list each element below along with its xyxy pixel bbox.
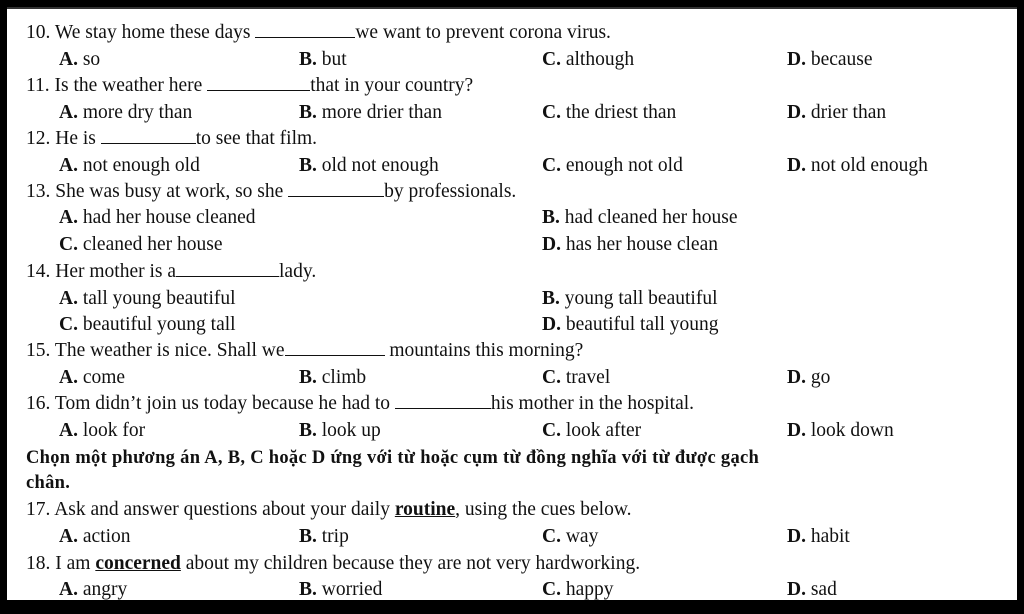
- question-10: 10. We stay home these days we want to prevent corona virus.: [26, 22, 611, 43]
- option-c: C. beautiful young tall: [59, 314, 236, 335]
- question-15: 15. The weather is nice. Shall we mountains this morning?: [26, 340, 584, 361]
- option-b: B. more drier than: [299, 102, 442, 123]
- option-c: C. enough not old: [542, 155, 683, 176]
- question-14: 14. Her mother is a lady.: [26, 261, 317, 282]
- option-d: D. because: [787, 49, 873, 70]
- option-c: C. look after: [542, 420, 642, 441]
- option-d: D. habit: [787, 526, 850, 547]
- option-b: B. young tall beautiful: [542, 288, 718, 309]
- option-d: D. has her house clean: [542, 234, 718, 255]
- option-c: C. the driest than: [542, 102, 677, 123]
- option-a: A. tall young beautiful: [59, 288, 236, 309]
- question-11: 11. Is the weather here that in your country?: [26, 75, 474, 96]
- option-b: B. look up: [299, 420, 381, 441]
- option-b: B. but: [299, 49, 347, 70]
- answer-blank: [395, 392, 491, 409]
- option-b: B. trip: [299, 526, 349, 547]
- option-b: B. had cleaned her house: [542, 207, 738, 228]
- underlined-word: routine: [394, 499, 456, 520]
- question-12: 12. He is to see that film.: [26, 128, 318, 149]
- worksheet-page: [7, 7, 1017, 600]
- option-a: A. look for: [59, 420, 146, 441]
- question-17: 17. Ask and answer questions about your daily routine, using the cues below.: [26, 499, 632, 520]
- option-d: D. sad: [787, 579, 837, 600]
- answer-blank: [285, 339, 385, 356]
- answer-blank: [101, 127, 196, 144]
- option-b: B. climb: [299, 367, 367, 388]
- option-b: B. old not enough: [299, 155, 439, 176]
- option-a: A. had her house cleaned: [59, 207, 256, 228]
- question-18: 18. I am concerned about my children because they are not very hardworking.: [26, 553, 641, 574]
- answer-blank: [176, 260, 279, 277]
- option-a: A. not enough old: [59, 155, 200, 176]
- option-a: A. so: [59, 49, 101, 70]
- option-d: D. look down: [787, 420, 894, 441]
- option-a: A. more dry than: [59, 102, 193, 123]
- option-d: D. not old enough: [787, 155, 928, 176]
- answer-blank: [255, 21, 355, 38]
- option-c: C. cleaned her house: [59, 234, 223, 255]
- question-13: 13. She was busy at work, so she by professionals.: [26, 181, 517, 202]
- answer-blank: [288, 180, 384, 197]
- option-c: C. travel: [542, 367, 611, 388]
- answer-blank: [207, 74, 310, 91]
- option-a: A. action: [59, 526, 131, 547]
- top-edge-line: [7, 7, 1017, 9]
- option-c: C. although: [542, 49, 635, 70]
- section-instruction: Chọn một phương án A, B, C hoặc D ứng với từ hoặc cụm từ đồng nghĩa với từ được gạch: [26, 448, 760, 468]
- option-a: A. angry: [59, 579, 128, 600]
- option-a: A. come: [59, 367, 126, 388]
- option-c: C. happy: [542, 579, 614, 600]
- underlined-word: concerned: [95, 553, 181, 574]
- question-16: 16. Tom didn’t join us today because he had to his mother in the hospital.: [26, 393, 695, 414]
- option-b: B. worried: [299, 579, 383, 600]
- option-c: C. way: [542, 526, 599, 547]
- option-d: D. drier than: [787, 102, 887, 123]
- section-instruction-cont: chân.: [26, 473, 71, 493]
- option-d: D. go: [787, 367, 831, 388]
- option-d: D. beautiful tall young: [542, 314, 719, 335]
